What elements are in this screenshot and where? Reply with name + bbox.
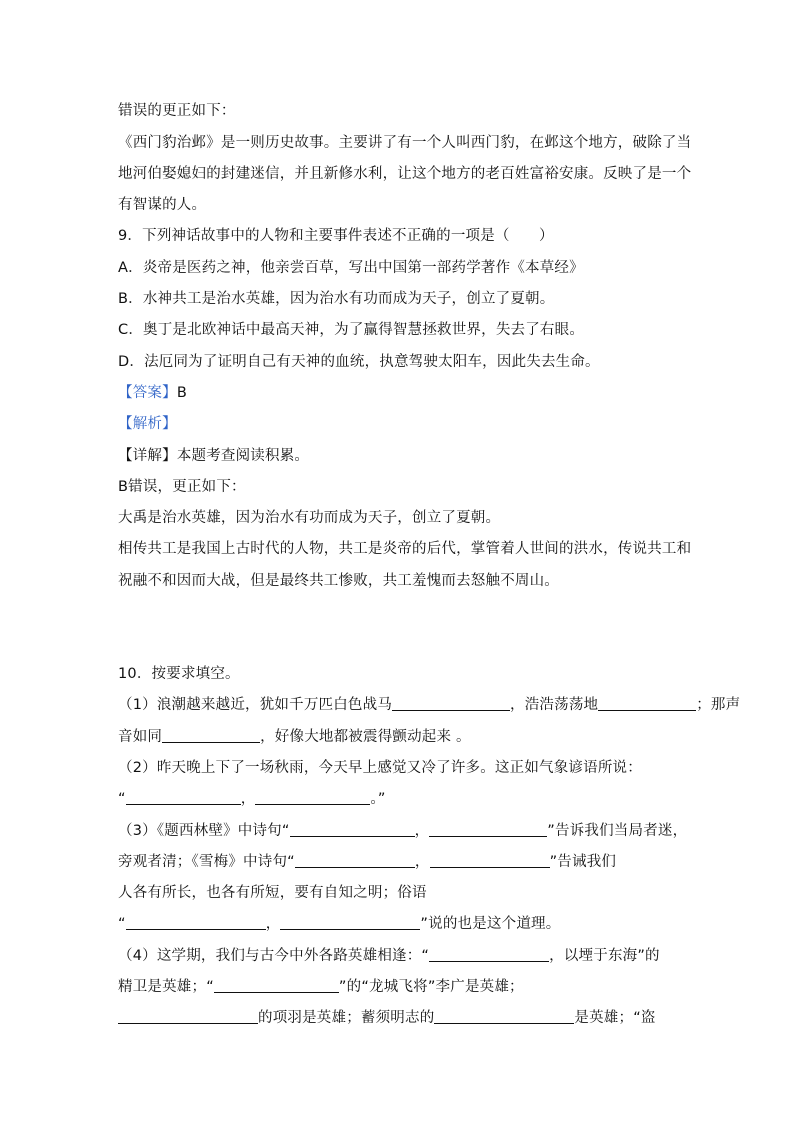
detail-tag: 【详解】	[118, 448, 177, 464]
paragraph-line: 有智谋的人。	[118, 197, 207, 213]
answer-blank[interactable]	[126, 790, 241, 805]
answer-blank[interactable]	[214, 978, 339, 993]
answer-blank[interactable]	[118, 1009, 258, 1024]
q10-1-line2	[118, 727, 471, 747]
answer-blank[interactable]	[429, 822, 547, 837]
text-segment: “	[118, 791, 126, 807]
b-wrong-line: B错误，更正如下：	[118, 479, 246, 495]
paragraph-line: 《西门豹治邺》是一则历史故事。主要讲了有一个人叫西门豹，在邺这个地方，破除了当	[118, 135, 692, 151]
answer-blank[interactable]	[430, 853, 550, 868]
text-segment: ”告诉我们当局者迷，	[547, 823, 688, 839]
answer-blank[interactable]	[434, 1009, 574, 1024]
text-segment: （1）浪潮越来越近，犹如千万匹白色战马	[118, 697, 393, 713]
text-segment: 旁观者清；《雪梅》中诗句“	[118, 854, 295, 870]
answer-tag: 【答案】	[118, 385, 177, 401]
answer-blank[interactable]	[126, 915, 266, 930]
answer-blank[interactable]	[290, 822, 415, 837]
answer-blank[interactable]	[295, 853, 415, 868]
q10-1-line1	[118, 695, 740, 715]
detail-text: 本题考查阅读积累。	[176, 448, 310, 464]
option-d: D．法厄同为了证明自己有天神的血统，执意驾驶太阳车，因此失去生命。	[118, 354, 600, 370]
text-segment: （3）《题西林壁》中诗句“	[118, 823, 290, 839]
option-b: B．水神共工是治水英雄，因为治水有功而成为天子，创立了夏朝。	[118, 291, 555, 307]
text-segment: 。”	[370, 791, 386, 807]
text-segment: ；那声	[696, 697, 741, 713]
paragraph-line: 地河伯娶媳妇的封建迷信，并且新修水利，让这个地方的老百姓富裕安康。反映了是一个	[118, 166, 692, 182]
question-9: 9．下列神话故事中的人物和主要事件表述不正确的一项是（ ）	[118, 228, 554, 244]
q10-3-line4	[118, 914, 560, 934]
fix-line: 大禹是治水英雄，因为治水有功而成为天子，创立了夏朝。	[118, 510, 501, 526]
analysis-tag: 【解析】	[118, 416, 177, 432]
text-segment: 的项羽是英雄；蓄须明志的	[258, 1010, 435, 1026]
option-c: C．奥丁是北欧神话中最高天神，为了赢得智慧拯救世界，失去了右眼。	[118, 322, 585, 338]
detail-line	[118, 446, 309, 466]
answer-blank[interactable]	[429, 947, 549, 962]
text-segment: ，以堙于东海”的	[549, 948, 660, 964]
text-segment: ”的“龙城飞将”李广是英雄；	[338, 979, 524, 995]
fix-line: 相传共工是我国上古时代的人物，共工是炎帝的后代，掌管着人世间的洪水，传说共工和	[118, 541, 692, 557]
question-10: 10．按要求填空。	[118, 666, 240, 682]
answer-value: B	[176, 385, 187, 401]
text-segment: “	[118, 916, 126, 932]
text-segment: ，	[414, 823, 430, 839]
text-segment: ，	[414, 854, 430, 870]
correction-heading: 错误的更正如下：	[118, 103, 236, 119]
text-segment: 音如同	[118, 729, 163, 745]
text-segment: （4）这学期，我们与古今中外各路英雄相逢：“	[118, 948, 430, 964]
text-segment: ，好像大地都被震得颤动起来 。	[260, 729, 471, 745]
q10-3-line1	[118, 821, 687, 841]
q10-4-line2	[118, 977, 524, 997]
text-segment: ，	[265, 916, 281, 932]
q10-2-line1: （2）昨天晚上下了一场秋雨，今天早上感觉又冷了许多。这正如气象谚语所说：	[118, 760, 642, 776]
answer-blank[interactable]	[392, 696, 510, 711]
answer-line	[118, 383, 187, 403]
answer-blank[interactable]	[598, 696, 696, 711]
q10-2-line2	[118, 789, 386, 809]
answer-blank[interactable]	[162, 728, 260, 743]
text-segment: ”说的也是这个道理。	[420, 916, 561, 932]
q10-3-line3: 人各有所长，也各有所短，要有自知之明；俗语	[118, 885, 427, 901]
fix-line: 祝融不和因而大战，但是最终共工惨败，共工羞愧而去怒触不周山。	[118, 573, 559, 589]
text-segment: 精卫是英雄；“	[118, 979, 214, 995]
option-a: A．炎帝是医药之神，他亲尝百草，写出中国第一部药学著作《本草经》	[118, 260, 584, 276]
q10-4-line3	[118, 1008, 656, 1028]
q10-4-line1	[118, 946, 660, 966]
answer-blank[interactable]	[255, 790, 370, 805]
text-segment: ，	[240, 791, 256, 807]
q10-3-line2	[118, 852, 616, 872]
text-segment: ”告诫我们	[549, 854, 617, 870]
text-segment: ，浩浩荡荡地	[510, 697, 599, 713]
text-segment: 是英雄；“盗	[574, 1010, 656, 1026]
answer-blank[interactable]	[280, 915, 420, 930]
